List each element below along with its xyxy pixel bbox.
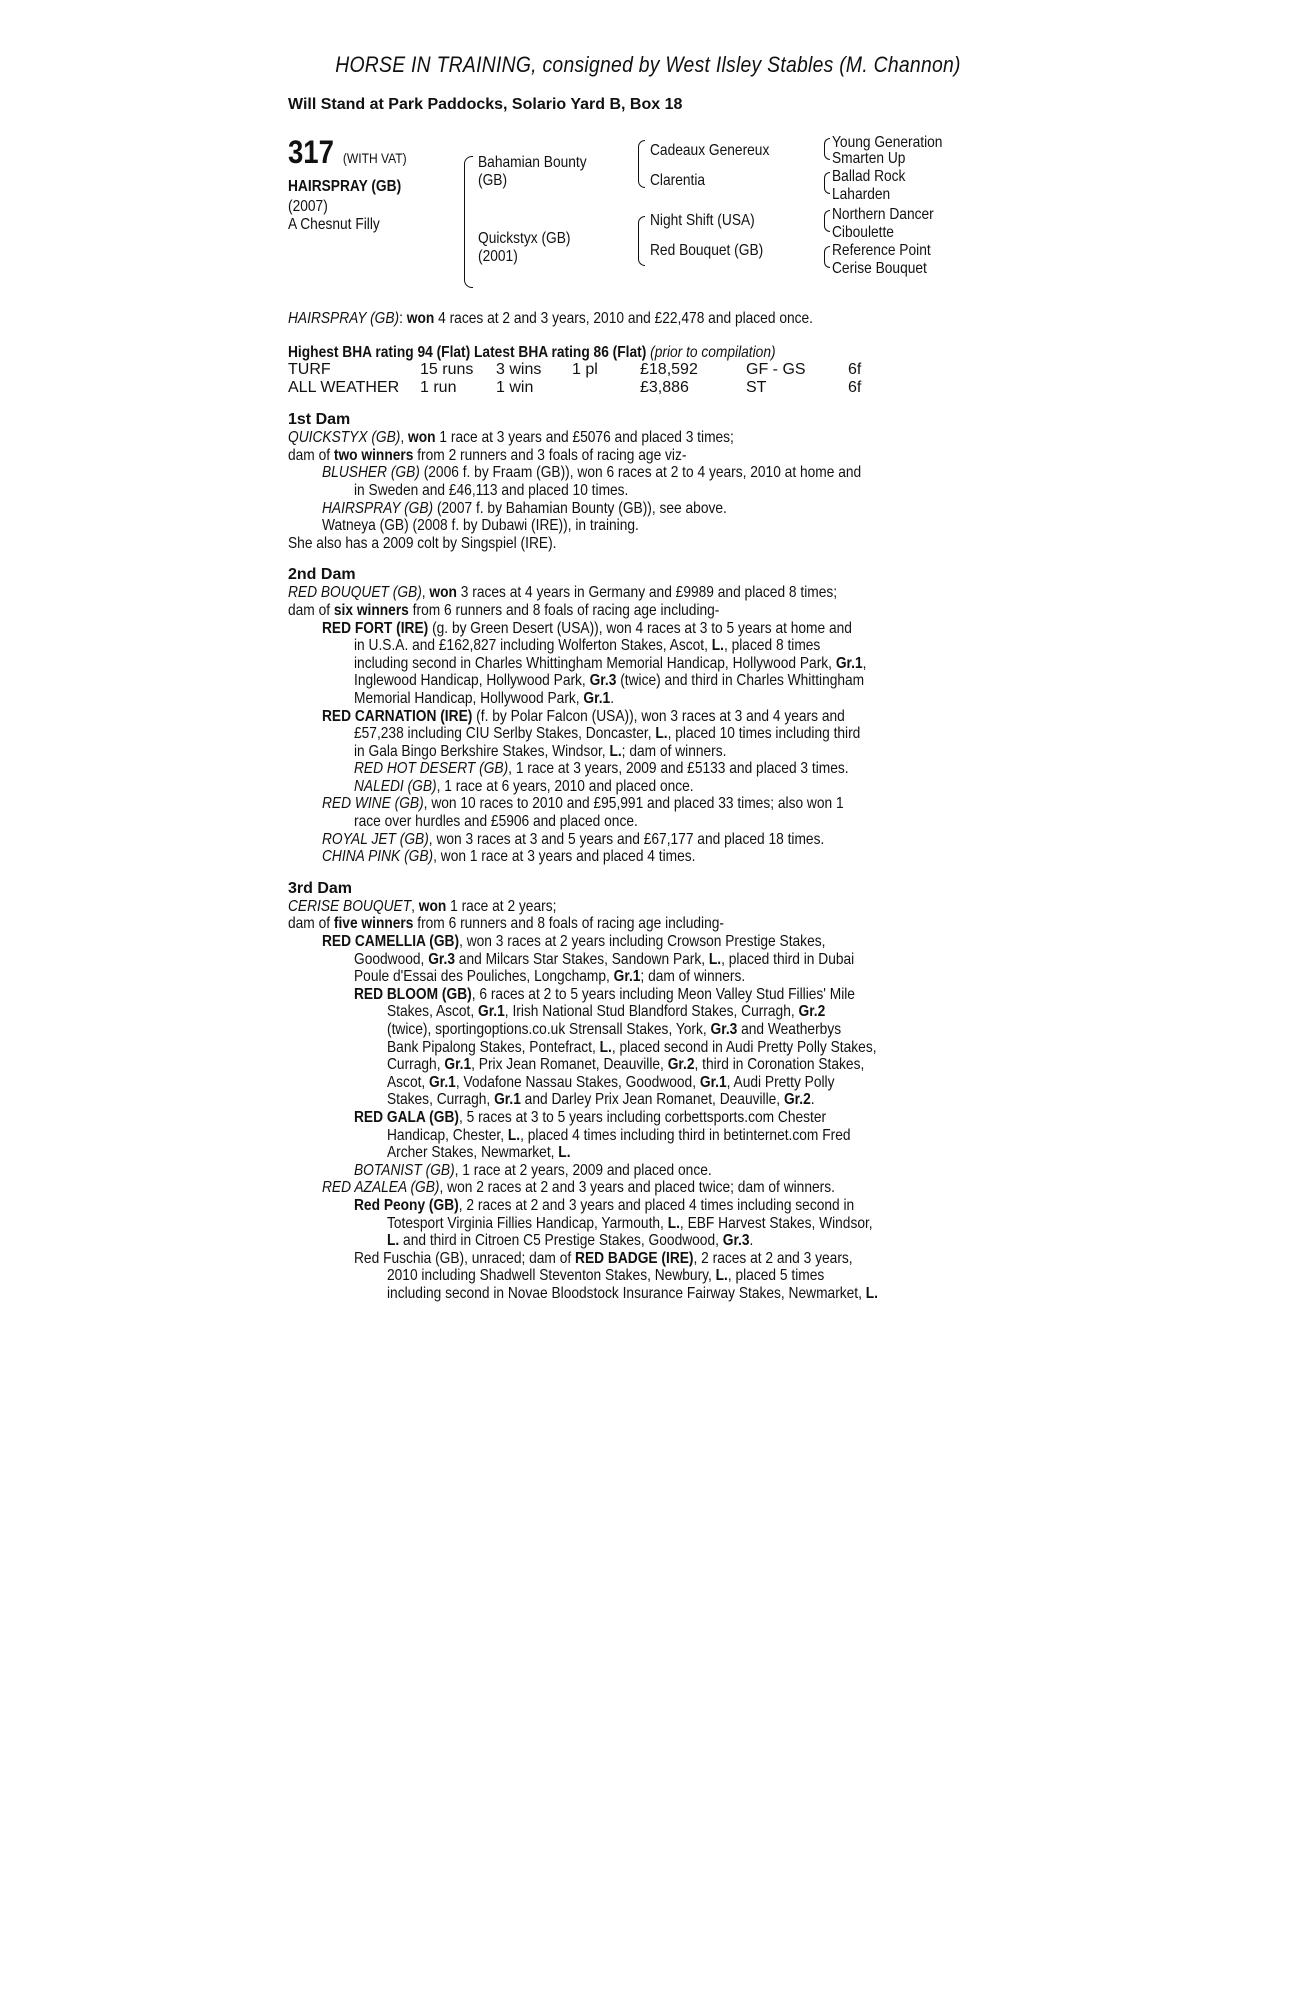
second-dam-line: NALEDI (GB), 1 race at 6 years, 2010 and placed once. — [354, 777, 694, 795]
pedigree-sss: Young Generation — [832, 134, 943, 151]
third-dam-line: Curragh, Gr.1, Prix Jean Romanet, Deauville, Gr.2, third in Coronation Stakes, — [387, 1056, 865, 1074]
stat-going: GF - GS — [746, 361, 806, 379]
first-dam-heading: 1st Dam — [288, 411, 351, 429]
pedigree-dam-sire: Night Shift (USA) — [650, 212, 755, 229]
third-dam-line: Handicap, Chester, L., placed 4 times including third in betinternet.com Fred — [387, 1126, 851, 1144]
third-dam-line: RED GALA (GB), 5 races at 3 to 5 years including corbettsports.com Chester — [354, 1108, 827, 1126]
first-dam-line: BLUSHER (GB) (2006 f. by Fraam (GB)), won 6 races at 2 to 4 years, 2010 at home and — [322, 464, 862, 482]
racing-stats-table — [288, 361, 1008, 397]
brace-sd — [824, 172, 830, 194]
second-dam-line: RED HOT DESERT (GB), 1 race at 3 years, 2009 and £5133 and placed 3 times. — [354, 760, 849, 778]
second-dam-line: dam of six winners from 6 runners and 8 foals of racing age including- — [288, 601, 720, 619]
pedigree-sire-dam: Clarentia — [650, 172, 706, 189]
third-dam-line: RED AZALEA (GB), won 2 races at 2 and 3 years and placed twice; dam of winners. — [322, 1179, 835, 1197]
brace-main — [464, 156, 473, 288]
second-dam-line: CHINA PINK (GB), won 1 race at 3 years and placed 4 times. — [322, 848, 696, 866]
stat-placed: 1 pl — [572, 361, 598, 379]
third-dam-line: Red Fuschia (GB), unraced; dam of RED BADGE (IRE), 2 races at 2 and 3 years, — [354, 1249, 853, 1267]
stat-surface: TURF — [288, 361, 331, 379]
pedigree-sdd: Laharden — [832, 186, 891, 203]
first-dam-line: HAIRSPRAY (GB) (2007 f. by Bahamian Bounty (GB)), see above. — [322, 499, 727, 517]
first-dam-section — [288, 411, 1008, 552]
pedigree-block — [288, 134, 1008, 294]
brace-dd — [824, 246, 830, 268]
brace-sire — [638, 140, 645, 188]
third-dam-line: BOTANIST (GB), 1 race at 2 years, 2009 and placed once. — [354, 1161, 712, 1179]
brace-ss — [824, 138, 830, 160]
pedigree-dam-dam: Red Bouquet (GB) — [650, 242, 764, 259]
pedigree-dam-year: (2001) — [478, 248, 518, 265]
second-dam-line: £57,238 including CIU Serlby Stakes, Doncaster, L., placed 10 times including third — [354, 725, 861, 743]
third-dam-line: L. and third in Citroen C5 Prestige Stakes, Goodwood, Gr.3. — [387, 1232, 754, 1250]
third-dam-line: Stakes, Ascot, Gr.1, Irish National Stud Blandford Stakes, Curragh, Gr.2 — [387, 1003, 826, 1021]
catalogue-page — [288, 52, 1008, 1303]
third-dam-line: CERISE BOUQUET, won 1 race at 2 years; — [288, 897, 557, 915]
pedigree-dds: Reference Point — [832, 242, 931, 259]
second-dam-line: ROYAL JET (GB), won 3 races at 3 and 5 years and £67,177 and placed 18 times. — [322, 830, 825, 848]
lot-number-row — [288, 134, 407, 171]
brace-dam — [638, 216, 645, 266]
pedigree-dsd: Ciboulette — [832, 224, 894, 241]
first-dam-line: QUICKSTYX (GB), won 1 race at 3 years and £5076 and placed 3 times; — [288, 429, 734, 447]
stat-money: £3,886 — [640, 379, 689, 397]
page-header-title: HORSE IN TRAINING, consigned by West Ilsley Stables (M. Channon) — [335, 52, 961, 77]
third-dam-line: (twice), sportingoptions.co.uk Strensall Stakes, York, Gr.3 and Weatherbys — [387, 1021, 842, 1038]
second-dam-line: RED FORT (IRE) (g. by Green Desert (USA)), won 4 races at 3 to 5 years at home and — [322, 619, 852, 637]
third-dam-line: Goodwood, Gr.3 and Milcars Star Stakes, Sandown Park, L., placed third in Dubai — [354, 950, 855, 968]
third-dam-line: Stakes, Curragh, Gr.1 and Darley Prix Jean Romanet, Deauville, Gr.2. — [387, 1091, 815, 1109]
third-dam-line: Red Peony (GB), 2 races at 2 and 3 years and placed 4 times including second in — [354, 1196, 855, 1214]
first-dam-line: dam of two winners from 2 runners and 3 foals of racing age viz- — [288, 446, 687, 464]
second-dam-line: RED BOUQUET (GB), won 3 races at 4 years in Germany and £9989 and placed 8 times; — [288, 584, 838, 602]
second-dam-section — [288, 566, 1008, 866]
rating-line: Highest BHA rating 94 (Flat) Latest BHA rating 86 (Flat) (prior to compilation) — [288, 343, 776, 361]
pedigree-sire-sire: Cadeaux Genereux — [650, 142, 770, 159]
second-dam-line: Memorial Handicap, Hollywood Park, Gr.1. — [354, 689, 615, 707]
stat-distance: 6f — [848, 361, 862, 379]
first-dam-line: She also has a 2009 colt by Singspiel (IRE). — [288, 534, 557, 552]
stat-wins: 1 win — [496, 379, 534, 397]
second-dam-line: Inglewood Handicap, Hollywood Park, Gr.3 (twice) and third in Charles Whittingham — [354, 672, 865, 690]
pedigree-sire: Bahamian Bounty — [478, 154, 587, 171]
second-dam-line: in U.S.A. and £162,827 including Wolferton Stakes, Ascot, L., placed 8 times — [354, 637, 821, 655]
third-dam-line: Bank Pipalong Stakes, Pontefract, L., placed second in Audi Pretty Polly Stakes, — [387, 1038, 877, 1056]
pedigree-ddd: Cerise Bouquet — [832, 260, 927, 277]
second-dam-line: RED WINE (GB), won 10 races to 2010 and £95,991 and placed 33 times; also won 1 — [322, 795, 844, 813]
horse-year: (2007) — [288, 198, 328, 215]
stable-location: Will Stand at Park Paddocks, Solario Yard B, Box 18 — [288, 96, 683, 113]
third-dam-line: RED BLOOM (GB), 6 races at 2 to 5 years including Meon Valley Stud Fillies' Mile — [354, 985, 855, 1003]
second-dam-line: including second in Charles Whittingham Memorial Handicap, Hollywood Park, Gr.1, — [354, 654, 867, 672]
pedigree-sire-suffix: (GB) — [478, 172, 508, 189]
pedigree-dss: Northern Dancer — [832, 206, 934, 223]
third-dam-line: Poule d'Essai des Pouliches, Longchamp, Gr.1; dam of winners. — [354, 968, 746, 986]
first-dam-line: in Sweden and £46,113 and placed 10 times. — [354, 481, 629, 499]
pedigree-sds: Ballad Rock — [832, 168, 906, 185]
second-dam-heading: 2nd Dam — [288, 566, 356, 584]
stat-money: £18,592 — [640, 361, 698, 379]
horse-name: HAIRSPRAY (GB) — [288, 178, 402, 195]
second-dam-line: in Gala Bingo Berkshire Stakes, Windsor, L.; dam of winners. — [354, 742, 727, 760]
stat-runs: 1 run — [420, 379, 457, 397]
third-dam-line: Archer Stakes, Newmarket, L. — [387, 1144, 571, 1162]
stat-distance: 6f — [848, 379, 862, 397]
pedigree-dam: Quickstyx (GB) — [478, 230, 571, 247]
pedigree-ssd: Smarten Up — [832, 150, 906, 167]
second-dam-line: race over hurdles and £5906 and placed once. — [354, 813, 638, 831]
third-dam-line: Ascot, Gr.1, Vodafone Nassau Stakes, Goodwood, Gr.1, Audi Pretty Polly — [387, 1073, 835, 1091]
stat-wins: 3 wins — [496, 361, 542, 379]
first-dam-line: Watneya (GB) (2008 f. by Dubawi (IRE)), in training. — [322, 517, 639, 535]
stat-surface: ALL WEATHER — [288, 379, 400, 397]
horse-description: A Chesnut Filly — [288, 216, 380, 233]
third-dam-line: RED CAMELLIA (GB), won 3 races at 2 years including Crowson Prestige Stakes, — [322, 933, 826, 951]
third-dam-section — [288, 880, 1008, 1303]
stat-runs: 15 runs — [420, 361, 474, 379]
third-dam-line: Totesport Virginia Fillies Handicap, Yarmouth, L., EBF Harvest Stakes, Windsor, — [387, 1214, 873, 1232]
third-dam-heading: 3rd Dam — [288, 879, 353, 897]
third-dam-line: 2010 including Shadwell Steventon Stakes, Newbury, L., placed 5 times — [387, 1267, 825, 1285]
stat-going: ST — [746, 379, 767, 397]
lot-number: 317 — [288, 134, 334, 170]
third-dam-line: including second in Novae Bloodstock Insurance Fairway Stakes, Newmarket, L. — [387, 1284, 879, 1302]
race-summary: HAIRSPRAY (GB): won 4 races at 2 and 3 years, 2010 and £22,478 and placed once. — [288, 310, 813, 327]
second-dam-line: RED CARNATION (IRE) (f. by Polar Falcon (USA)), won 3 races at 3 and 4 years and — [322, 707, 845, 725]
brace-ds — [824, 210, 830, 232]
vat-label: (WITH VAT) — [342, 150, 407, 166]
third-dam-line: dam of five winners from 6 runners and 8 foals of racing age including- — [288, 915, 724, 933]
